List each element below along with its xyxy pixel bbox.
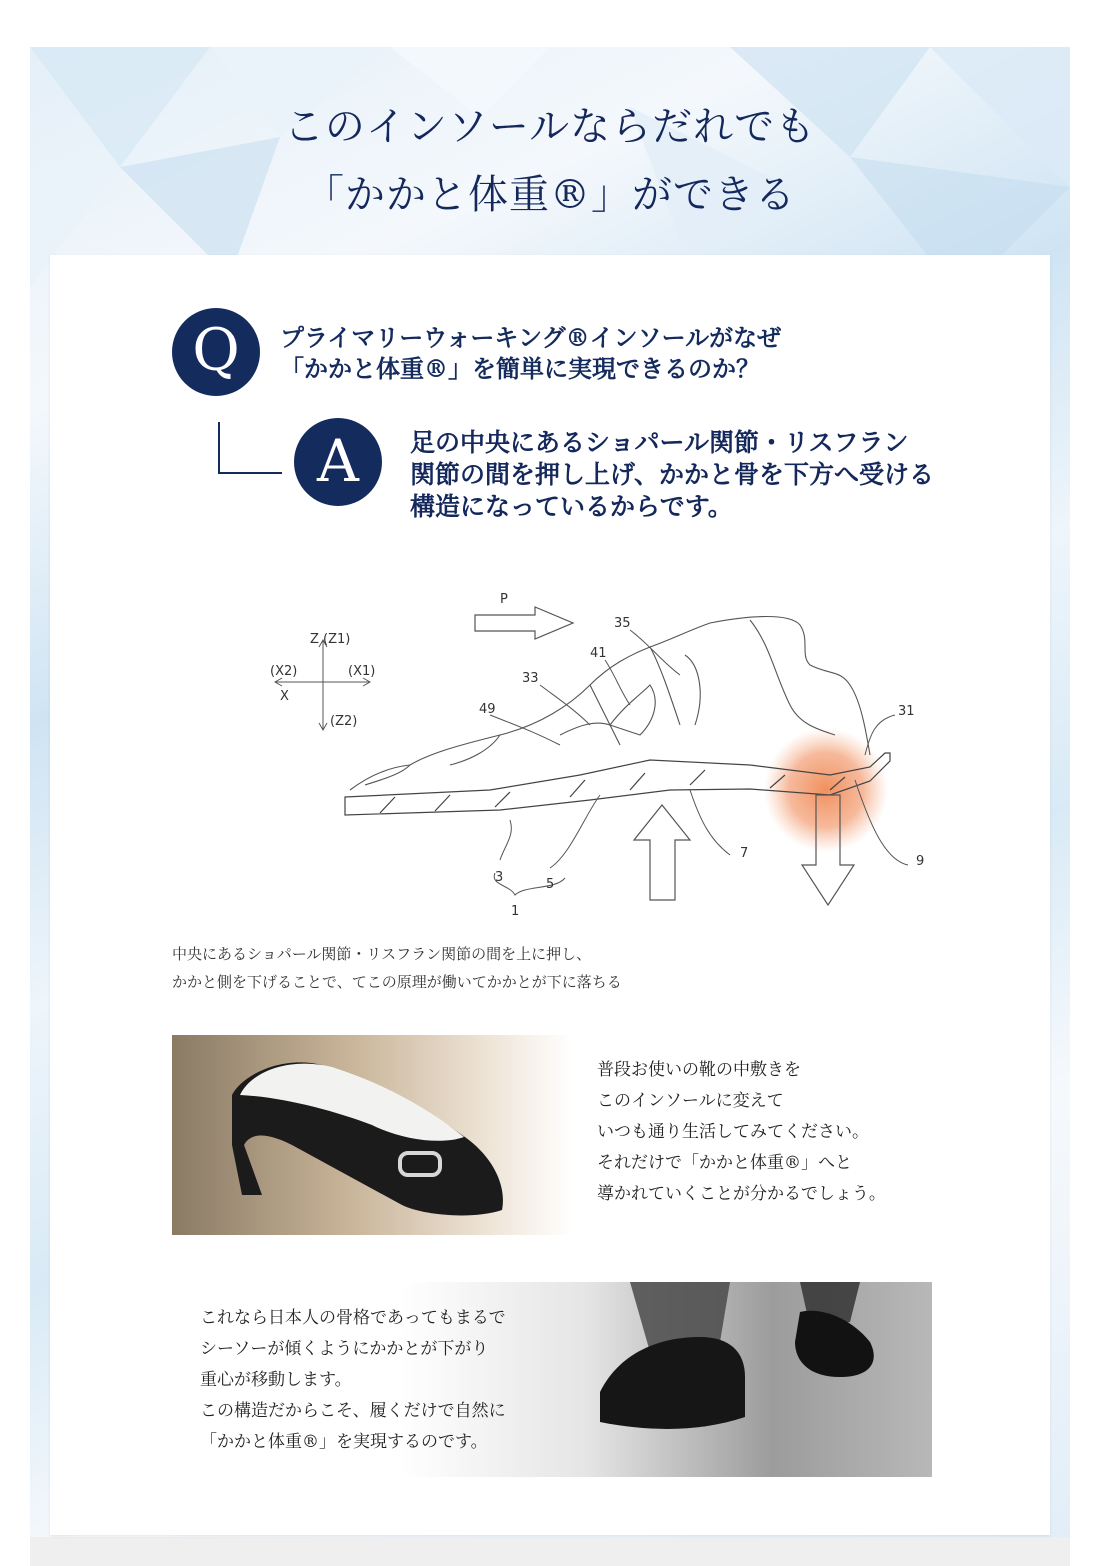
qa-connector-line <box>218 422 282 474</box>
ref-label-7: 7 <box>740 846 749 861</box>
force-p-label: P <box>500 592 508 607</box>
axis-x2-label: (X2) <box>270 664 298 679</box>
up-arrow-icon <box>634 805 690 900</box>
ref-label-31: 31 <box>898 704 915 719</box>
direction-arrow-icon <box>475 607 573 639</box>
ref-label-35: 35 <box>614 616 631 631</box>
usage-line: 導かれていくことが分かるでしょう。 <box>597 1184 886 1204</box>
question-text <box>280 322 900 384</box>
question-line: 「かかと体重®」を簡単に実現できるのか？ <box>280 354 760 383</box>
answer-line: 構造になっているからです。 <box>410 492 733 521</box>
benefit-text <box>200 1303 600 1458</box>
axis-z2-label: (Z2) <box>330 714 358 729</box>
caption-line: 中央にあるショパール関節・リスフラン関節の間を上に押し、 <box>172 945 592 963</box>
a-badge: A <box>294 418 382 506</box>
axis-z-label: Z (Z1) <box>310 632 351 647</box>
question-line: プライマリーウォーキング®インソールがなぜ <box>280 323 782 352</box>
usage-text <box>597 1055 977 1210</box>
benefit-line: シーソーが傾くようにかかとが下がり <box>200 1339 489 1359</box>
q-badge: Q <box>172 308 260 396</box>
axis-x1-label: (X1) <box>348 664 376 679</box>
answer-line: 足の中央にあるショパール関節・リスフラン <box>410 428 909 457</box>
title-line: このインソールならだれでも <box>283 104 817 150</box>
usage-line: それだけで「かかと体重®」へと <box>597 1153 852 1173</box>
caption-line: かかと側を下げることで、てこの原理が働いてかかとが下に落ちる <box>172 973 622 991</box>
ref-label-5: 5 <box>546 877 555 892</box>
title-line: 「かかと体重®」ができる <box>304 172 796 218</box>
answer-line: 関節の間を押し上げ、かかと骨を下方へ受ける <box>410 460 935 489</box>
diagram-caption <box>172 940 772 996</box>
insole-diagram <box>230 585 930 935</box>
footer-strip <box>30 1537 1070 1566</box>
ref-label-49: 49 <box>479 702 496 717</box>
ref-label-9: 9 <box>916 854 925 869</box>
axis-x-label: X <box>280 689 289 704</box>
benefit-line: 「かかと体重®」を実現するのです。 <box>200 1432 488 1452</box>
header-banner <box>30 47 1070 1566</box>
shoe-insole-photo <box>172 1035 572 1235</box>
ref-label-41: 41 <box>590 646 607 661</box>
benefit-line: 重心が移動します。 <box>200 1370 352 1390</box>
usage-line: このインソールに変えて <box>597 1091 784 1111</box>
content-card <box>50 255 1050 1535</box>
ref-label-33: 33 <box>522 671 539 686</box>
page-title <box>30 93 1070 229</box>
answer-text <box>410 427 1010 523</box>
ref-label-1: 1 <box>511 904 520 919</box>
ref-label-3: 3 <box>495 870 504 885</box>
benefit-line: これなら日本人の骨格であってもまるで <box>200 1308 506 1328</box>
benefit-line: この構造だからこそ、履くだけで自然に <box>200 1401 506 1421</box>
usage-line: 普段お使いの靴の中敷きを <box>597 1060 801 1080</box>
heel-highlight <box>764 728 888 852</box>
usage-line: いつも通り生活してみてください。 <box>597 1122 869 1142</box>
